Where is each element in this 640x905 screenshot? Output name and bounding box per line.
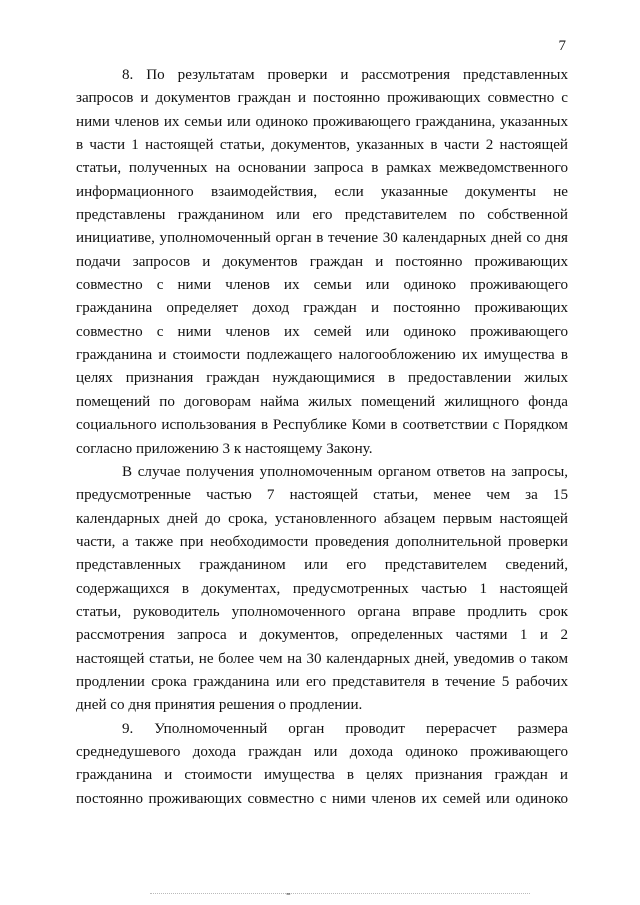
text-line: гражданина и стоимости подлежащего налогообложению их имущества в bbox=[76, 347, 568, 364]
text-line: совместно с ними членов их семьи или одиноко проживающего bbox=[76, 277, 568, 294]
text-line: рассмотрения запроса и документов, определенных частями 1 и 2 bbox=[76, 627, 568, 644]
text-line: 9. Уполномоченный орган проводит перерасчет размера bbox=[122, 720, 568, 737]
text-line: содержащихся в документах, предусмотренных частью 1 настоящей bbox=[76, 580, 568, 597]
text-line: представленных гражданином или его представителем сведений, bbox=[76, 557, 568, 574]
text-line: гражданина и стоимости имущества в целях признания граждан и bbox=[76, 767, 568, 784]
text-line: дней со дня принятия решения о продлении. bbox=[76, 697, 363, 714]
text-line: подачи запросов и документов граждан и постоянно проживающих bbox=[76, 253, 568, 270]
page-number: 7 bbox=[558, 38, 566, 54]
text-line: информационного взаимодействия, если указанные документы не bbox=[76, 183, 568, 200]
text-line: гражданина определяет доход граждан и постоянно проживающих bbox=[76, 300, 568, 317]
text-line: среднедушевого дохода граждан или дохода одиноко проживающего bbox=[76, 743, 568, 760]
scan-artifact-dots bbox=[150, 893, 530, 895]
text-line: предусмотренные частью 7 настоящей статьи, менее чем за 15 bbox=[76, 487, 568, 504]
document-body bbox=[76, 64, 568, 811]
text-line: социального использования в Республике Коми в соответствии с Порядком bbox=[76, 417, 568, 434]
text-line: целях признания граждан нуждающимися в предоставлении жилых bbox=[76, 370, 568, 387]
text-line: согласно приложению 3 к настоящему Закону. bbox=[76, 440, 373, 457]
text-line: В случае получения уполномоченным органом ответов на запросы, bbox=[122, 463, 568, 480]
text-line: представлены гражданином или его представителем по собственной bbox=[76, 207, 568, 224]
text-line: запросов и документов граждан и постоянно проживающих совместно с bbox=[76, 90, 568, 107]
text-line: совместно с ними членов их семей или одиноко проживающего bbox=[76, 323, 568, 340]
text-line: ними членов их семьи или одиноко проживающего гражданина, указанных bbox=[76, 113, 568, 130]
text-line: инициативе, уполномоченный орган в течение 30 календарных дней со дня bbox=[76, 230, 568, 247]
footer-mark: - bbox=[286, 886, 291, 901]
text-line: настоящей статьи, не более чем на 30 календарных дней, уведомив о таком bbox=[76, 650, 568, 667]
text-line: помещений по договорам найма жилых помещений жилищного фонда bbox=[76, 393, 568, 410]
text-line: календарных дней до срока, установленного абзацем первым настоящей bbox=[76, 510, 568, 527]
text-line: статьи, руководитель уполномоченного органа вправе продлить срок bbox=[76, 603, 568, 620]
text-line: продлении срока гражданина или его представителя в течение 5 рабочих bbox=[76, 673, 568, 690]
text-line: постоянно проживающих совместно с ними членов их семей или одиноко bbox=[76, 790, 568, 807]
text-line: 8. По результатам проверки и рассмотрения представленных bbox=[122, 67, 568, 83]
text-line: части, а также при необходимости проведения дополнительной проверки bbox=[76, 533, 568, 550]
text-line: в части 1 настоящей статьи, документов, указанных в части 2 настоящей bbox=[76, 137, 568, 154]
text-line: статьи, полученных на основании запроса в рамках межведомственного bbox=[76, 160, 568, 177]
